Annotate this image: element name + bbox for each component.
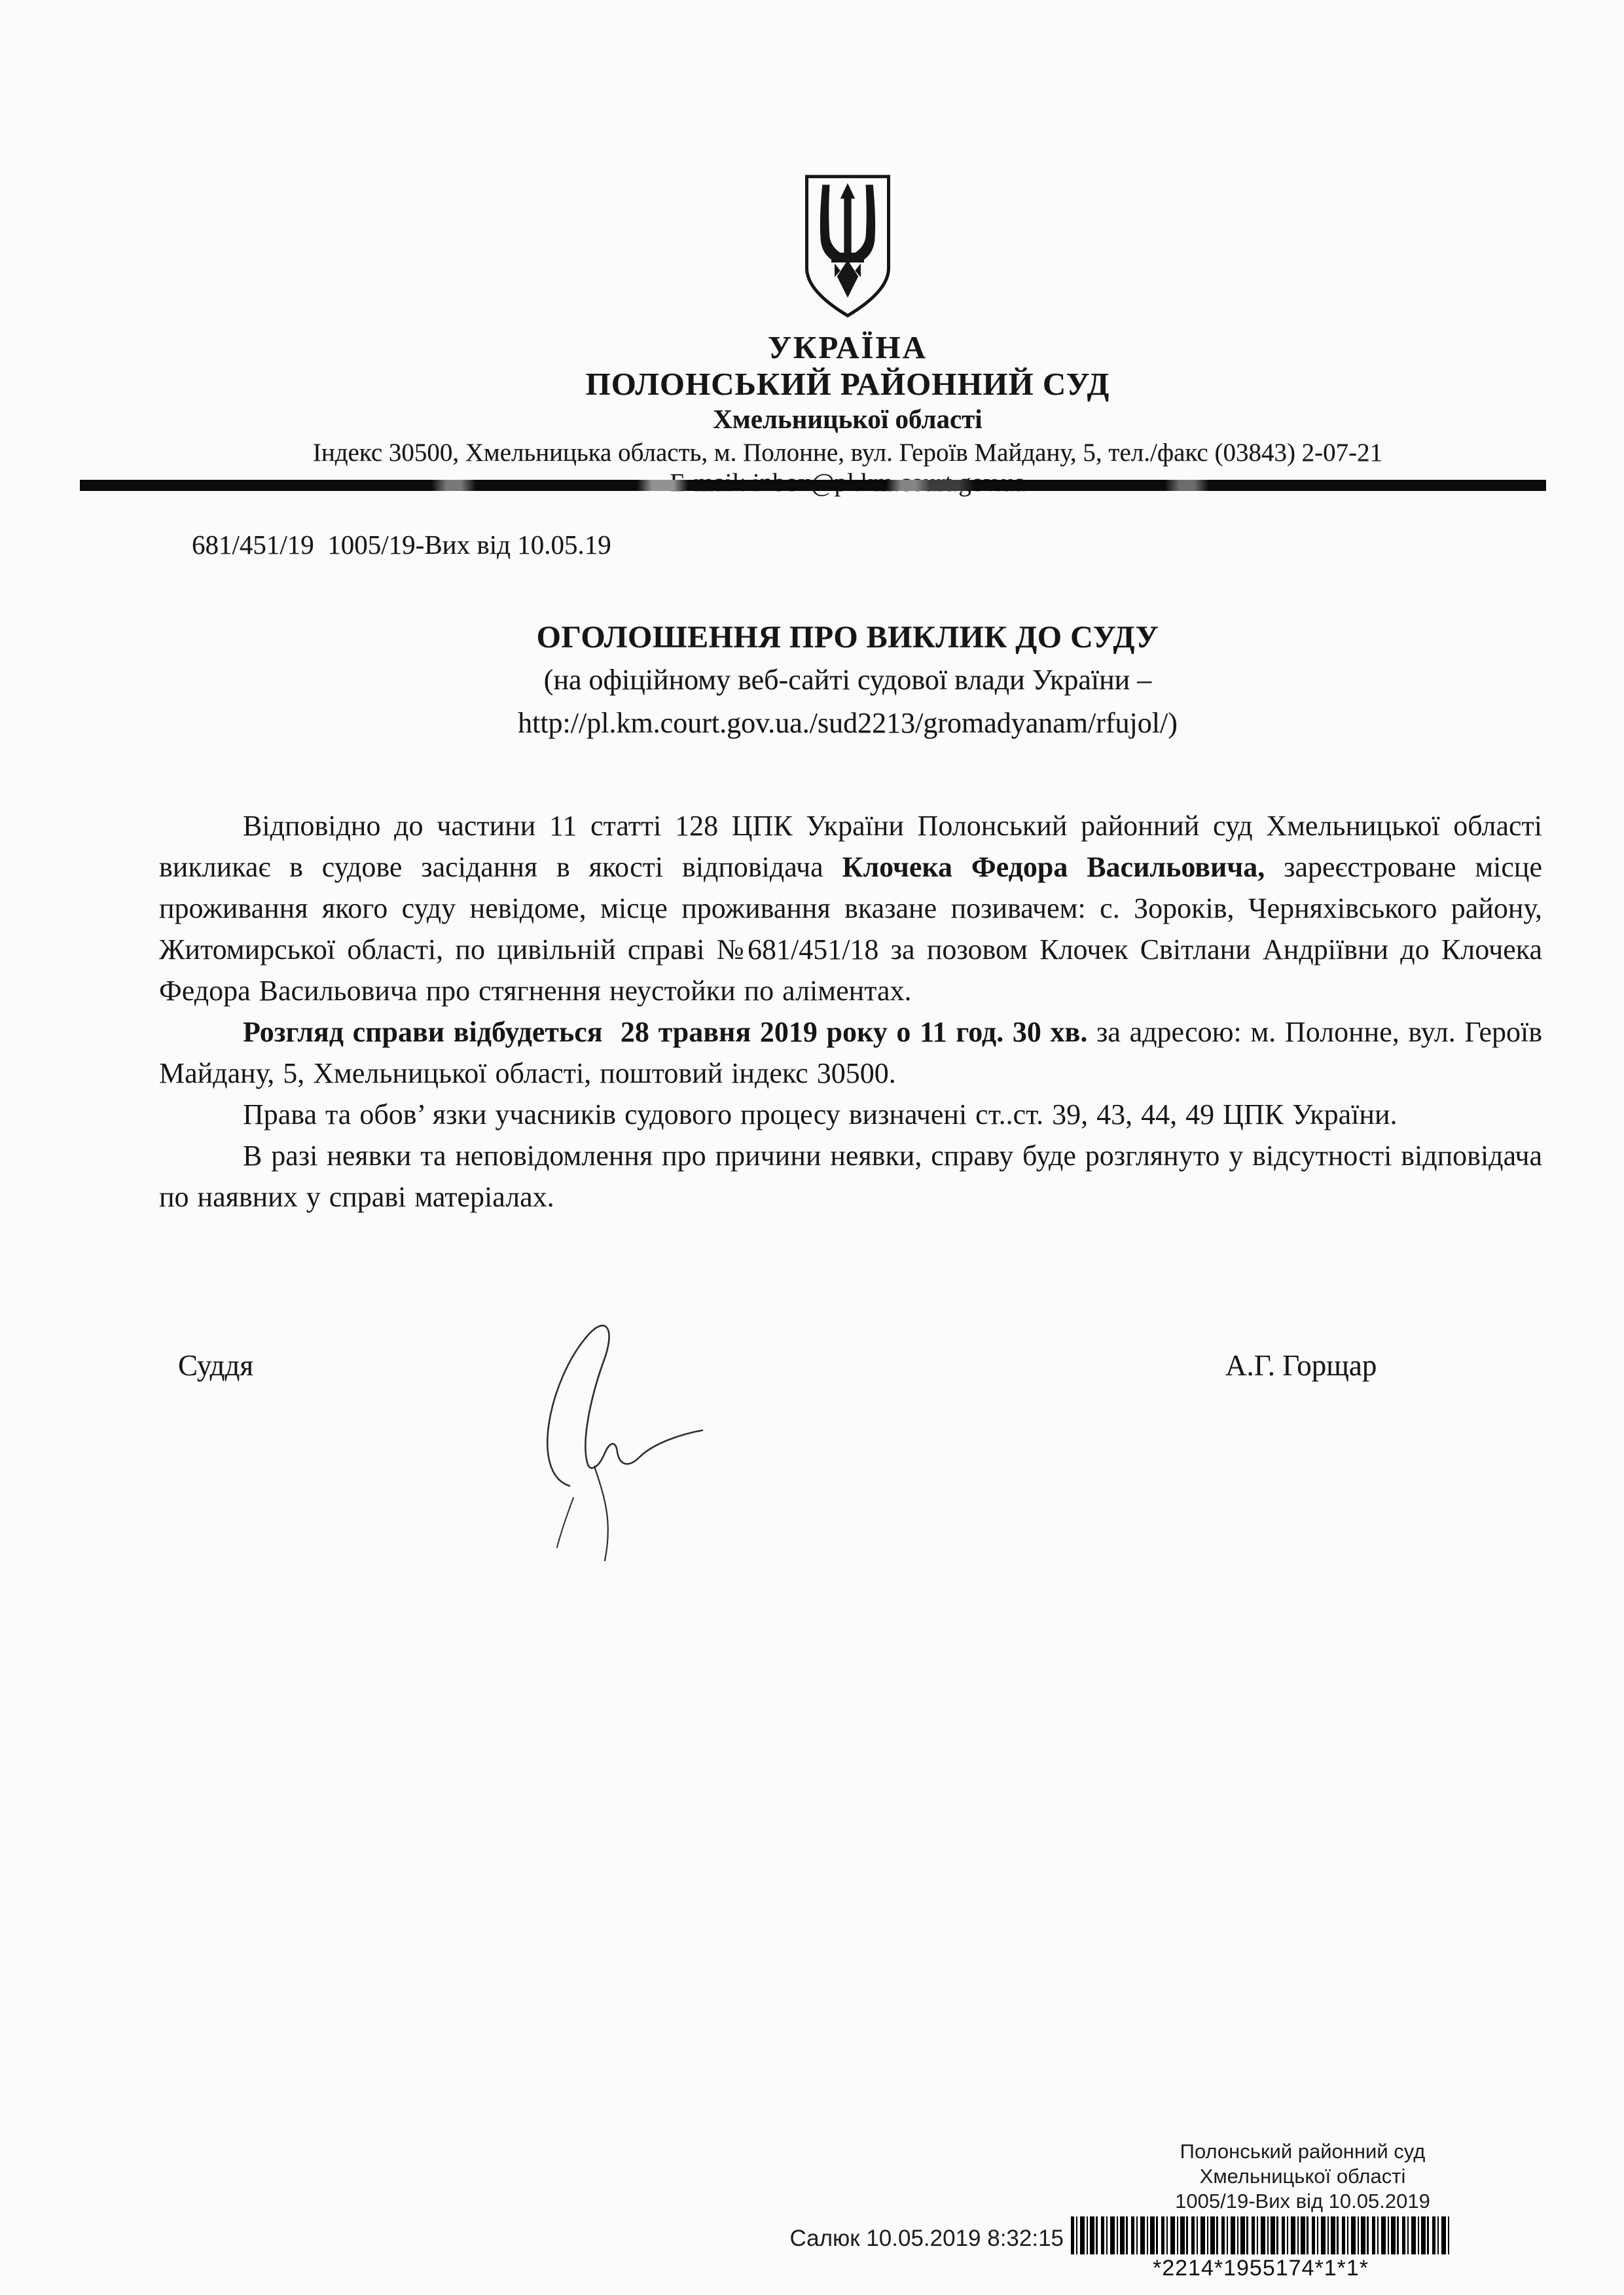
- ukraine-coat-of-arms-icon: [799, 172, 897, 321]
- stamp-court-name: Полонський районний суд: [1180, 2140, 1426, 2163]
- judge-signature: [490, 1301, 797, 1563]
- paragraph-hearing-date: [159, 1011, 1542, 1094]
- court-region: Хмельницької області: [713, 404, 983, 434]
- court-address: Індекс 30500, Хмельницька область, м. Полонне, вул. Героїв Майдану, 5, тел./факс (03843) 2-07-21: [312, 439, 1383, 467]
- hearing-datetime: Розгляд справи відбудеться 28 травня 2019 року о 11 год. 30 хв.: [243, 1016, 1088, 1048]
- announcement-title: ОГОЛОШЕННЯ ПРО ВИКЛИК ДО СУДУ: [536, 620, 1159, 655]
- announcement-subtitle-line1: (на офіційному веб-сайті судової влади України –: [543, 664, 1152, 696]
- document-barcode: [1071, 2216, 1451, 2254]
- announcement-title-block: [157, 619, 1538, 742]
- court-name: ПОЛОНСЬКИЙ РАЙОННИЙ СУД: [585, 366, 1110, 402]
- registrar-datetime: Салюк 10.05.2019 8:32:15: [789, 2226, 1064, 2251]
- stamp-outgoing-ref: 1005/19-Вих від 10.05.2019: [1175, 2190, 1430, 2213]
- summons-text-after: зареєстроване місце проживання якого суду невідоме, місце проживання вказане позивачем: с. Зороків, Черняхівського району, Житомирської області, по цивільній справі №681/451/18 за позовом Клочек Світлани Андріївни до Клочека Федора Васильовича про стягнення неустойки по аліментах.: [159, 851, 1543, 1007]
- summons-text-before: Відповідно до частини 11 статті 128 ЦПК України Полонський районний суд Хмельницької області викликає в судове засідання в якості відповідача: [159, 810, 1542, 883]
- announcement-body: [159, 805, 1542, 1218]
- registration-stamp: [1008, 2139, 1597, 2214]
- stamp-court-region: Хмельницької області: [1199, 2165, 1406, 2188]
- signer-name: А.Г. Горщар: [1225, 1349, 1377, 1382]
- country-name: УКРАЇНА: [767, 329, 928, 365]
- barcode-number: *2214*1955174*1*1*: [1153, 2256, 1369, 2281]
- announcement-subtitle-url: http://pl.km.court.gov.ua./sud2213/gromadyanam/rfujol/): [518, 707, 1178, 739]
- hearing-address: за адресою: м. Полонне, вул. Героїв Майдану, 5, Хмельницької області, поштовий індекс 30500.: [159, 1016, 1543, 1089]
- letterhead-divider: [80, 480, 1546, 491]
- reference-number: 681/451/19 1005/19-Вих від 10.05.19: [192, 530, 611, 560]
- letterhead: [157, 172, 1538, 497]
- paragraph-rights: Права та обов’ язки учасників судового процесу визначені ст..ст. 39, 43, 44, 49 ЦПК України.: [243, 1098, 1398, 1130]
- paragraph-absence-warning: В разі неявки та неповідомлення про причини неявки, справу буде розглянуто у відсутності відповідача по наявних у справі матеріалах.: [159, 1140, 1542, 1213]
- defendant-name: Клочека Федора Васильовича,: [842, 851, 1265, 883]
- paragraph-summons: [159, 805, 1542, 1011]
- signer-role: Суддя: [178, 1349, 254, 1382]
